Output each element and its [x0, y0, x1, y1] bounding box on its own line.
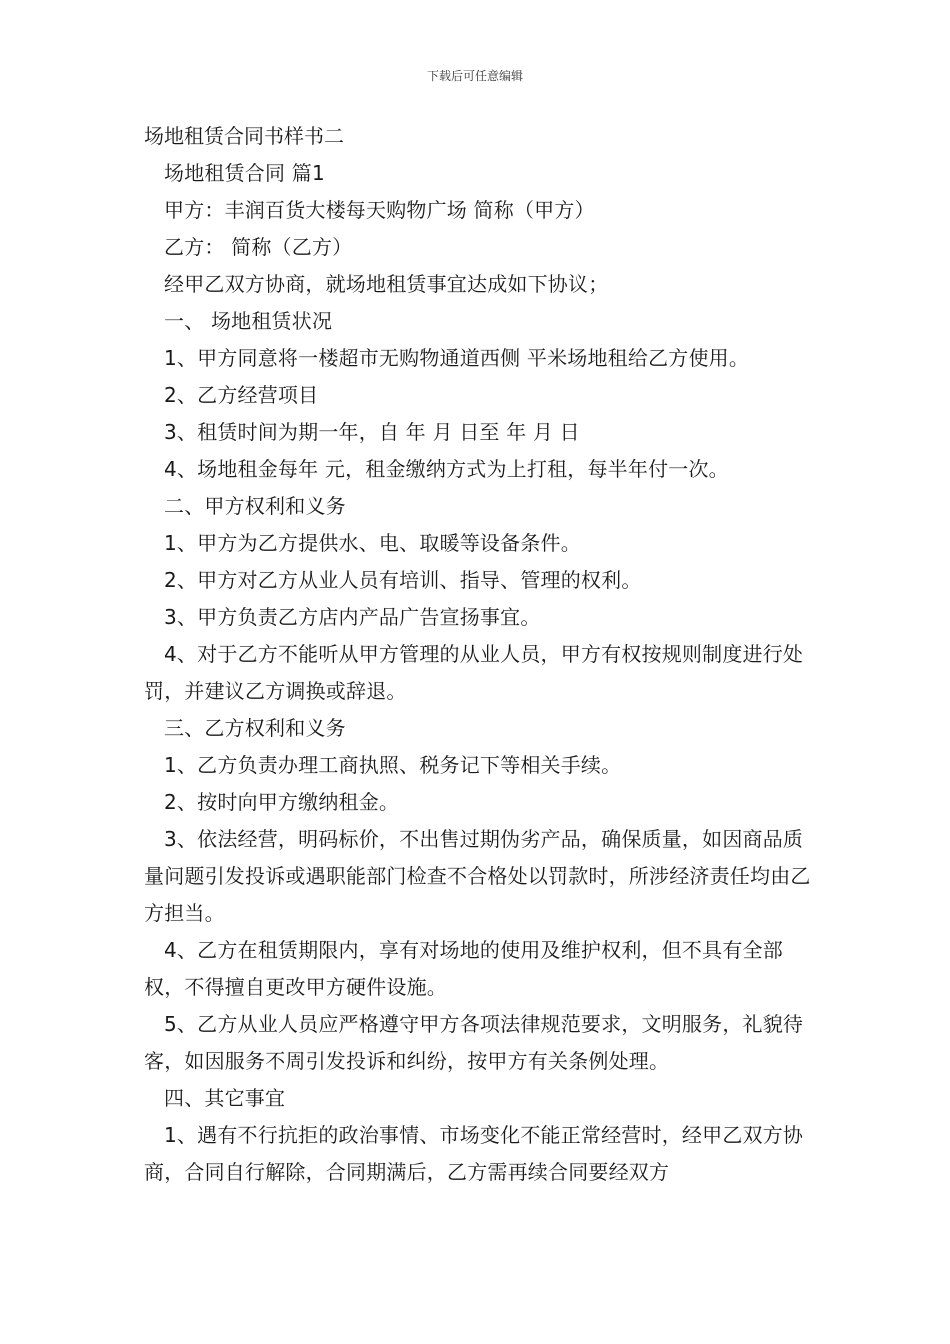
paragraph: 2、按时向甲方缴纳租金。: [164, 790, 400, 814]
paragraph: 乙方： 简称（乙方）: [164, 235, 353, 259]
section-heading: 四、其它事宜: [164, 1086, 286, 1110]
paragraph: 4、场地租金每年 元，租金缴纳方式为上打租，每半年付一次。: [164, 457, 729, 481]
paragraph: 2、甲方对乙方从业人员有培训、指导、管理的权利。: [164, 568, 642, 592]
page-header-note: 下载后可任意编辑: [426, 69, 523, 83]
paragraph: 4、对于乙方不能听从甲方管理的从业人员，甲方有权按规则制度进行处罚，并建议乙方调换或辞退。: [144, 642, 804, 703]
paragraph: 1、甲方为乙方提供水、电、取暖等设备条件。: [164, 531, 581, 555]
paragraph: 1、遇有不行抗拒的政治事情、市场变化不能正常经营时，经甲乙双方协商，合同自行解除，合同期满后，乙方需再续合同要经双方: [144, 1123, 804, 1184]
paragraph: 1、甲方同意将一楼超市无购物通道西侧 平米场地租给乙方使用。: [164, 346, 750, 370]
paragraph: 2、乙方经营项目: [164, 383, 319, 407]
paragraph: 5、乙方从业人员应严格遵守甲方各项法律规范要求，文明服务，礼貌待客，如因服务不周引发投诉和纠纷，按甲方有关条例处理。: [144, 1012, 804, 1073]
paragraph: 1、乙方负责办理工商执照、税务记下等相关手续。: [164, 753, 622, 777]
paragraph: 场地租赁合同 篇1: [164, 161, 325, 185]
paragraph: 4、乙方在租赁期限内，享有对场地的使用及维护权利，但不具有全部权，不得擅自更改甲方硬件设施。: [144, 938, 783, 999]
paragraph: 3、甲方负责乙方店内产品广告宣扬事宜。: [164, 605, 541, 629]
section-heading: 二、甲方权利和义务: [164, 494, 346, 518]
section-heading: 三、乙方权利和义务: [164, 716, 346, 740]
paragraph: 甲方：丰润百货大楼每天购物广场 简称（甲方）: [164, 198, 595, 222]
document-body: [144, 118, 812, 1191]
paragraph: 经甲乙双方协商，就场地租赁事宜达成如下协议；: [164, 272, 609, 296]
paragraph: 3、租赁时间为期一年，自 年 月 日至 年 月 日: [164, 420, 580, 444]
section-heading: 一、 场地租赁状况: [164, 309, 333, 333]
document-title: 场地租赁合同书样书二: [144, 124, 344, 148]
paragraph: 3、依法经营，明码标价，不出售过期伪劣产品，确保质量，如因商品质量问题引发投诉或遇职能部门检查不合格处以罚款时，所涉经济责任均由乙方担当。: [144, 827, 811, 925]
